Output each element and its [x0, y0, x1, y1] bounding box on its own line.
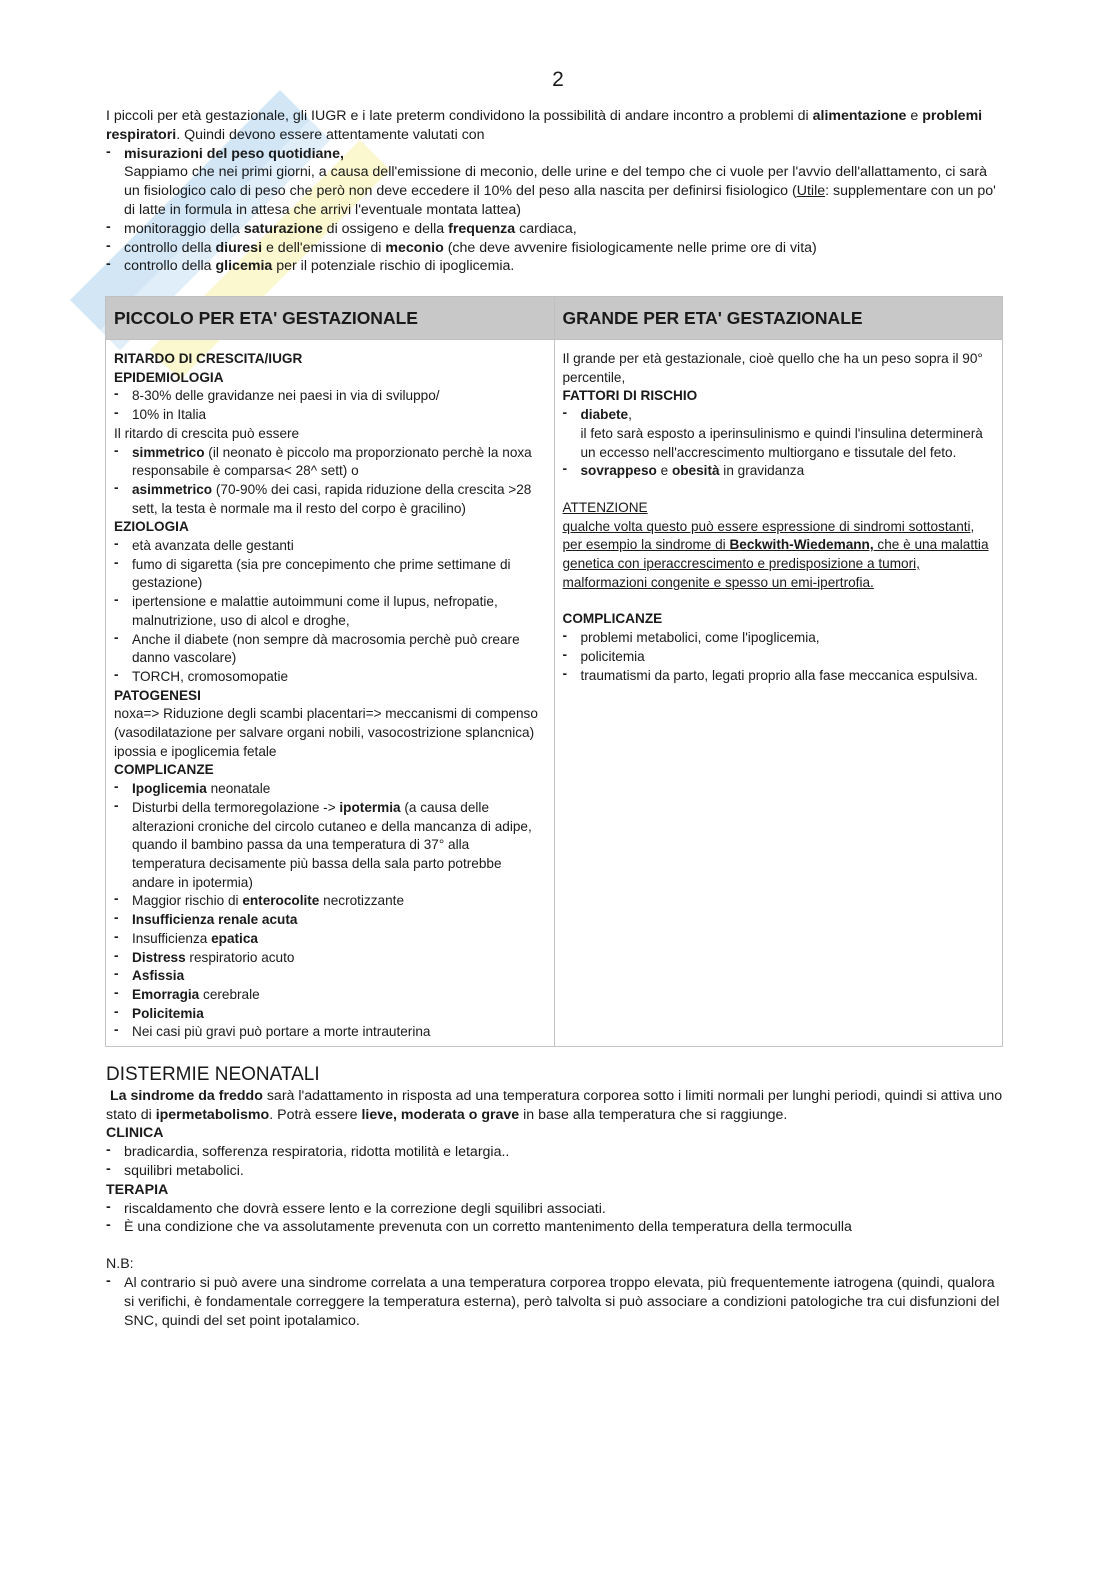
- attenzione-text: qualche volta questo può essere espressione di sindromi sottostanti, per esempio la sindrome di Beckwith-Wiedemann, che è una malattia genetica con iperaccrescimento e predisposizione a tumori, malformazioni congenite e spesso un emi-ipertrofia.: [562, 518, 989, 590]
- nb-label: N.B:: [106, 1256, 134, 1273]
- list-item: - Al contrario si può avere una sindrome correlata a una temperatura corporea troppo elevata, più frequentemente iatrogena (quindi, qualora si verifichi, è fondamentale correggere la temperatura esterna), però talvolta si può associare a condizioni patologiche tra cui disfunzioni del SNC, quindi del set point ipotalamico.: [106, 1274, 1006, 1330]
- sindrome-freddo-paragraph: La sindrome da freddo sarà l'adattamento in risposta ad una temperatura corporea sotto i limiti normali per lunghi periodi, quindi si attiva uno stato di ipermetabolismo. Potrà essere lieve, moderata o grave in base alla temperatura che si raggiunge.: [106, 1087, 1003, 1123]
- list-item: - problemi metabolici, come l'ipoglicemia,: [563, 629, 995, 648]
- weight-detail: Sappiamo che nei primi giorni, a causa dell'emissione di meconio, delle urine e del tempo che ci vuole per l'avvio dell'allattamento, ci sarà un fisiologico calo di peso che però non deve eccedere il 10% del peso alla nascita per definirsi fisiologico (Utile: supplementare con un po' di latte in formula in attesa che arrivi l'eventuale montata lattea): [124, 164, 996, 218]
- list-item: - sovrappeso e obesità in gravidanza: [563, 462, 995, 481]
- list-item: - asimmetrico (70-90% dei casi, rapida riduzione della crescita >28 sett, la testa è normale ma il resto del corpo è gracilino): [114, 481, 546, 518]
- heading-eziologia: EZIOLOGIA: [114, 519, 189, 535]
- diabete-detail: il feto sarà esposto a iperinsulinismo e quindi l'insulina determinerà un eccesso nell'accrescimento multiorgano e tissutale del feto.: [580, 425, 983, 460]
- fattori-list: [563, 406, 995, 481]
- distermie-section: [106, 1066, 1006, 1330]
- large-intro: Il grande per età gestazionale, cioè quello che ha un peso sopra il 90° percentile,: [562, 351, 983, 385]
- list-item: - simmetrico (il neonato è piccolo ma proporzionato perchè la noxa responsabile è comparsa< 28^ sett) o: [114, 444, 546, 481]
- cell-small-gestational: [106, 340, 555, 1047]
- list-item: - controllo della diuresi e dell'emissione di meconio (che deve avvenire fisiologicamente nelle prime ore di vita): [106, 239, 1006, 258]
- complicanze-small-list: [114, 780, 546, 1042]
- list-item: - Maggior rischio di enterocolite necrotizzante: [114, 892, 546, 911]
- list-item: - Nei casi più gravi può portare a morte intrauterina: [114, 1023, 546, 1042]
- heading-ritardo: RITARDO DI CRESCITA/IUGR: [114, 351, 303, 366]
- clinica-list: [106, 1143, 1006, 1181]
- eziologia-list: [114, 537, 546, 687]
- intro-list: [106, 145, 1006, 277]
- ritardo-intro: Il ritardo di crescita può essere: [114, 425, 300, 441]
- terapia-list: [106, 1200, 1006, 1238]
- page-number: 2: [552, 68, 564, 91]
- heading-patogenesi: PATOGENESI: [114, 687, 201, 703]
- list-item: - È una condizione che va assolutamente prevenuta con un corretto mantenimento della temperatura della termoculla: [106, 1218, 1006, 1237]
- list-item: - fumo di sigaretta (sia pre concepimento che prime settimane di gestazione): [114, 556, 546, 593]
- list-item: - Policitemia: [114, 1005, 546, 1024]
- intro-section: [106, 107, 1006, 276]
- heading-epidemiologia: EPIDEMIOLOGIA: [114, 369, 224, 385]
- list-item: - 8-30% delle gravidanze nei paesi in via di sviluppo/: [114, 387, 546, 406]
- list-item: - ipertensione e malattie autoimmuni come il lupus, nefropatie, malnutrizione, uso di alcol e droghe,: [114, 593, 546, 630]
- patogenesi-text: noxa=> Riduzione degli scambi placentari=> meccanismi di compenso (vasodilatazione per salvare organi nobili, vasocostrizione splancnica) ipossia e ipoglicemia fetale: [114, 706, 538, 759]
- list-item: - Insufficienza epatica: [114, 930, 546, 949]
- list-item: - bradicardia, sofferenza respiratoria, ridotta motilità e letargia..: [106, 1143, 1006, 1162]
- list-item: - Insufficienza renale acuta: [114, 911, 546, 930]
- intro-paragraph: I piccoli per età gestazionale, gli IUGR e i late preterm condividono la possibilità di andare incontro a problemi di alimentazione e problemi respiratori. Quindi devono essere attentamente valutati con: [106, 108, 983, 143]
- list-item: - monitoraggio della saturazione di ossigeno e della frequenza cardiaca,: [106, 220, 1006, 239]
- heading-fattori-rischio: FATTORI DI RISCHIO: [562, 388, 698, 404]
- list-item: - traumatismi da parto, legati proprio alla fase meccanica espulsiva.: [563, 667, 995, 686]
- list-item: - policitemia: [563, 648, 995, 667]
- heading-complicanze-large: COMPLICANZE: [562, 611, 663, 627]
- list-item: - Asfissia: [114, 967, 546, 986]
- list-item: - controllo della glicemia per il potenziale rischio di ipoglicemia.: [106, 257, 1006, 276]
- list-item: - Ipoglicemia neonatale: [114, 780, 546, 799]
- ritardo-list: [114, 444, 546, 519]
- attenzione-label: ATTENZIONE: [562, 499, 648, 515]
- list-item: - misurazioni del peso quotidiane, Sappiamo che nei primi giorni, a causa dell'emissione di meconio, delle urine e del tempo che ci vuole per l'avvio dell'allattamento, ci sarà un fisiologico calo di peso che però non deve eccedere il 10% del peso alla nascita per definirsi fisiologico (Utile: supplementare con un po' di latte in formula in attesa che arrivi l'eventuale montata lattea): [106, 145, 1006, 220]
- comparison-table: [105, 296, 1003, 1047]
- section-title: DISTERMIE NEONATALI: [106, 1064, 320, 1085]
- heading-complicanze-small: COMPLICANZE: [114, 762, 214, 778]
- header-large-gestational: GRANDE PER ETA' GESTAZIONALE: [554, 297, 1003, 340]
- header-small-gestational: PICCOLO PER ETA' GESTAZIONALE: [106, 297, 555, 340]
- heading-clinica: CLINICA: [106, 1125, 164, 1142]
- list-item: - Distress respiratorio acuto: [114, 949, 546, 968]
- cell-large-gestational: [554, 340, 1003, 1047]
- list-item: - Emorragia cerebrale: [114, 986, 546, 1005]
- list-item: - Disturbi della termoregolazione -> ipotermia (a causa delle alterazioni croniche del circolo cutaneo e della mancanza di adipe, quando il bambino passa da una temperatura di 37° alla temperatura decisamente più bassa della sala parto potrebbe andare in ipotermia): [114, 799, 546, 893]
- list-item: - TORCH, cromosomopatie: [114, 668, 546, 687]
- list-item: - riscaldamento che dovrà essere lento e la correzione degli squilibri associati.: [106, 1200, 1006, 1219]
- list-item: - 10% in Italia: [114, 406, 546, 425]
- epidemiologia-list: [114, 387, 546, 424]
- heading-terapia: TERAPIA: [106, 1181, 169, 1198]
- nb-list: [106, 1274, 1006, 1330]
- list-item: - Anche il diabete (non sempre dà macrosomia perchè può creare danno vascolare): [114, 631, 546, 668]
- complicanze-large-list: [563, 629, 995, 685]
- list-item: - età avanzata delle gestanti: [114, 537, 546, 556]
- list-item: - squilibri metabolici.: [106, 1162, 1006, 1181]
- list-item: - diabete, il feto sarà esposto a iperinsulinismo e quindi l'insulina determinerà un eccesso nell'accrescimento multiorgano e tissutale del feto.: [563, 406, 995, 462]
